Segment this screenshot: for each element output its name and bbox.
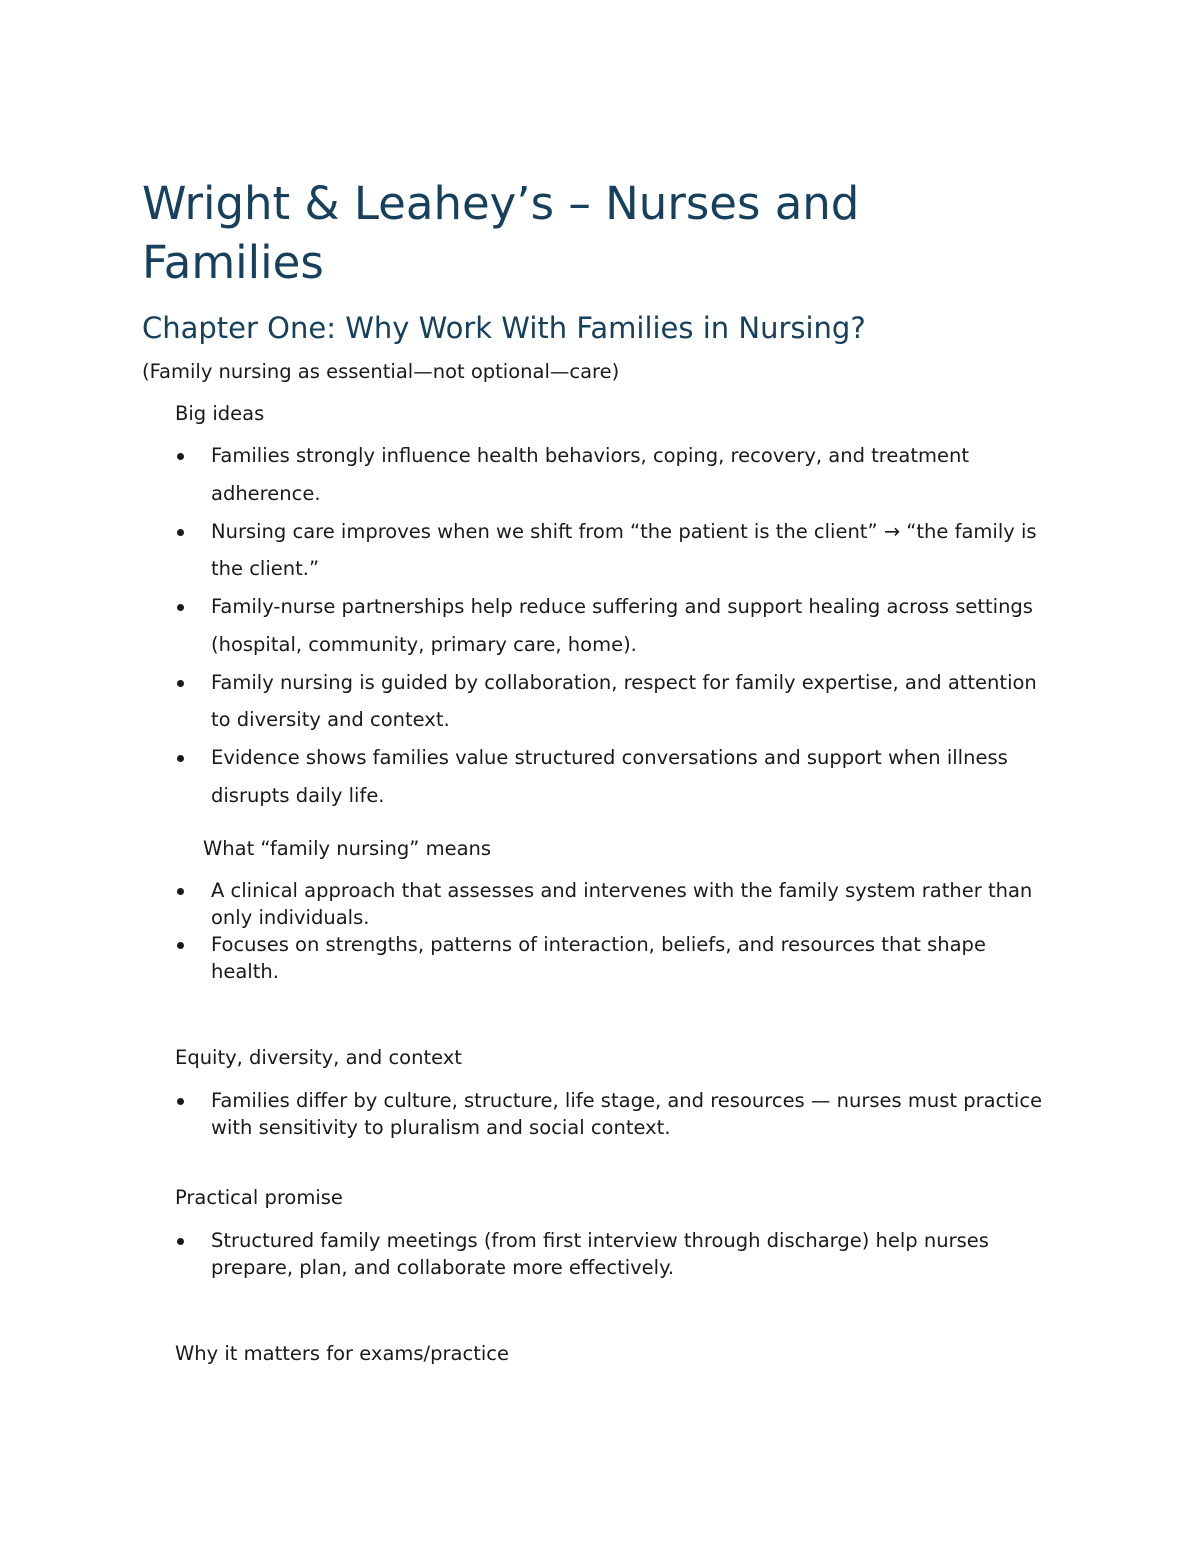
chapter-subtitle: (Family nursing as essential—not optional—care) <box>142 360 620 383</box>
list-item: Structured family meetings (from first interview through discharge) help nurses prepare, plan, and collaborate more effectively. <box>175 1227 1055 1281</box>
section-heading-family-nursing: What “family nursing” means <box>203 837 492 860</box>
chapter-heading: Chapter One: Why Work With Families in Nursing? <box>142 311 866 345</box>
list-item: Family-nurse partnerships help reduce suffering and support healing across settings (hospital, community, primary care, home). <box>175 588 1055 664</box>
family-nursing-list <box>175 877 1055 985</box>
practical-promise-list <box>175 1227 1055 1281</box>
document-title: Wright & Leahey’s – Nurses and Families <box>142 177 860 289</box>
section-heading-equity: Equity, diversity, and context <box>175 1046 462 1069</box>
list-item: Families strongly influence health behaviors, coping, recovery, and treatment adherence. <box>175 437 1055 513</box>
list-item: Families differ by culture, structure, life stage, and resources — nurses must practice with sensitivity to pluralism and social context. <box>175 1087 1055 1141</box>
list-item: A clinical approach that assesses and intervenes with the family system rather than only individuals. <box>175 877 1055 931</box>
big-ideas-list <box>175 437 1055 815</box>
list-item: Family nursing is guided by collaboration, respect for family expertise, and attention to diversity and context. <box>175 664 1055 740</box>
list-item: Focuses on strengths, patterns of interaction, beliefs, and resources that shape health. <box>175 931 1055 985</box>
section-heading-why-it-matters: Why it matters for exams/practice <box>175 1342 509 1365</box>
section-heading-big-ideas: Big ideas <box>175 402 265 425</box>
section-heading-practical-promise: Practical promise <box>175 1186 343 1209</box>
list-item: Nursing care improves when we shift from “the patient is the client” → “the family is the client.” <box>175 513 1055 589</box>
list-item: Evidence shows families value structured conversations and support when illness disrupts daily life. <box>175 739 1055 815</box>
equity-list <box>175 1087 1055 1141</box>
